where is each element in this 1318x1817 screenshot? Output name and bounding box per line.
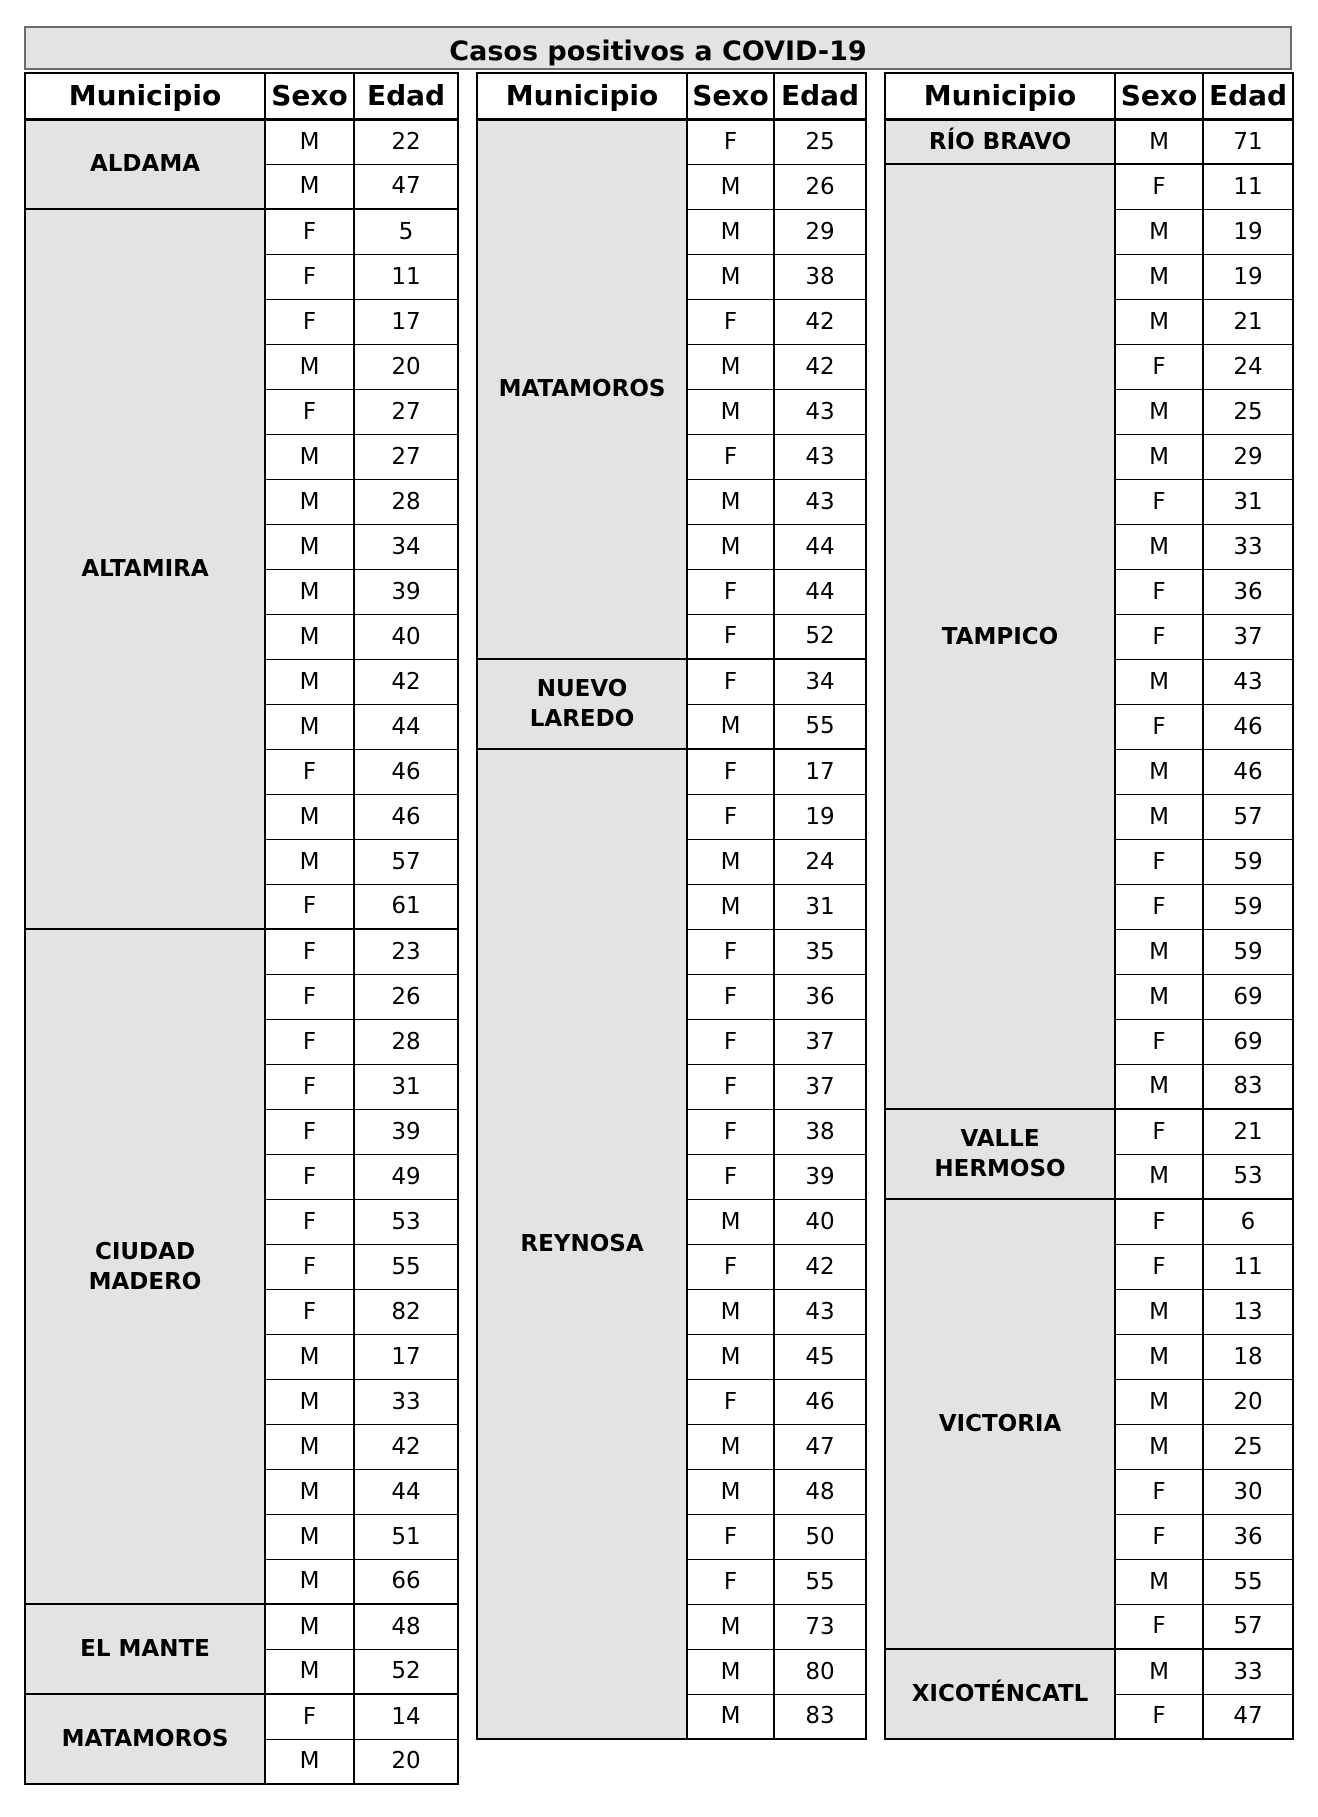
sexo-cell: M bbox=[687, 389, 774, 434]
edad-cell: 43 bbox=[774, 389, 866, 434]
municipio-cell: ALDAMA bbox=[25, 119, 265, 209]
municipio-cell: MATAMOROS bbox=[25, 1694, 265, 1784]
edad-cell: 52 bbox=[354, 1649, 458, 1694]
edad-cell: 11 bbox=[1203, 1244, 1293, 1289]
edad-cell: 43 bbox=[774, 479, 866, 524]
edad-cell: 69 bbox=[1203, 1019, 1293, 1064]
edad-cell: 46 bbox=[1203, 749, 1293, 794]
edad-cell: 48 bbox=[774, 1469, 866, 1514]
edad-cell: 19 bbox=[1203, 209, 1293, 254]
edad-cell: 23 bbox=[354, 929, 458, 974]
municipio-cell: XICOTÉNCATL bbox=[885, 1649, 1115, 1739]
sexo-cell: F bbox=[265, 1019, 354, 1064]
sexo-cell: M bbox=[687, 1289, 774, 1334]
cases-table-body bbox=[25, 119, 458, 1784]
header-sexo: Sexo bbox=[687, 73, 774, 119]
sexo-cell: F bbox=[687, 1064, 774, 1109]
edad-cell: 39 bbox=[354, 569, 458, 614]
edad-cell: 34 bbox=[774, 659, 866, 704]
sexo-cell: M bbox=[687, 344, 774, 389]
edad-cell: 43 bbox=[774, 1289, 866, 1334]
sexo-cell: M bbox=[687, 704, 774, 749]
sexo-cell: F bbox=[265, 1694, 354, 1739]
edad-cell: 83 bbox=[774, 1694, 866, 1739]
municipio-cell: NUEVO LAREDO bbox=[477, 659, 687, 749]
edad-cell: 20 bbox=[1203, 1379, 1293, 1424]
edad-cell: 31 bbox=[1203, 479, 1293, 524]
municipio-cell: TAMPICO bbox=[885, 164, 1115, 1109]
edad-cell: 47 bbox=[354, 164, 458, 209]
edad-cell: 44 bbox=[774, 569, 866, 614]
sexo-cell: M bbox=[265, 1559, 354, 1604]
edad-cell: 21 bbox=[1203, 299, 1293, 344]
sexo-cell: M bbox=[265, 434, 354, 479]
sexo-cell: M bbox=[1115, 974, 1203, 1019]
edad-cell: 57 bbox=[1203, 794, 1293, 839]
sexo-cell: F bbox=[1115, 1199, 1203, 1244]
sexo-cell: F bbox=[687, 1154, 774, 1199]
edad-cell: 37 bbox=[1203, 614, 1293, 659]
municipio-cell: EL MANTE bbox=[25, 1604, 265, 1694]
sexo-cell: M bbox=[265, 1334, 354, 1379]
edad-cell: 37 bbox=[774, 1064, 866, 1109]
edad-cell: 44 bbox=[354, 704, 458, 749]
edad-cell: 73 bbox=[774, 1604, 866, 1649]
edad-cell: 30 bbox=[1203, 1469, 1293, 1514]
sexo-cell: M bbox=[687, 839, 774, 884]
header-municipio: Municipio bbox=[25, 73, 265, 119]
sexo-cell: F bbox=[265, 1109, 354, 1154]
edad-cell: 39 bbox=[774, 1154, 866, 1199]
sexo-cell: M bbox=[1115, 1289, 1203, 1334]
edad-cell: 28 bbox=[354, 479, 458, 524]
sexo-cell: M bbox=[265, 1469, 354, 1514]
edad-cell: 39 bbox=[354, 1109, 458, 1154]
edad-cell: 40 bbox=[354, 614, 458, 659]
edad-cell: 55 bbox=[774, 704, 866, 749]
edad-cell: 22 bbox=[354, 119, 458, 164]
sexo-cell: M bbox=[1115, 1424, 1203, 1469]
sexo-cell: F bbox=[687, 794, 774, 839]
table-row bbox=[25, 209, 458, 254]
sexo-cell: F bbox=[1115, 1109, 1203, 1154]
sexo-cell: F bbox=[1115, 704, 1203, 749]
sexo-cell: F bbox=[265, 1199, 354, 1244]
sexo-cell: F bbox=[1115, 1019, 1203, 1064]
table-row bbox=[885, 1199, 1293, 1244]
edad-cell: 37 bbox=[774, 1019, 866, 1064]
sexo-cell: F bbox=[265, 1154, 354, 1199]
sexo-cell: M bbox=[1115, 1334, 1203, 1379]
sexo-cell: M bbox=[687, 1469, 774, 1514]
sexo-cell: F bbox=[1115, 839, 1203, 884]
sexo-cell: M bbox=[265, 479, 354, 524]
sexo-cell: M bbox=[687, 1649, 774, 1694]
sexo-cell: F bbox=[1115, 884, 1203, 929]
edad-cell: 55 bbox=[774, 1559, 866, 1604]
sexo-cell: F bbox=[265, 884, 354, 929]
edad-cell: 13 bbox=[1203, 1289, 1293, 1334]
edad-cell: 25 bbox=[1203, 389, 1293, 434]
sexo-cell: M bbox=[265, 524, 354, 569]
table-row bbox=[885, 119, 1293, 164]
edad-cell: 25 bbox=[1203, 1424, 1293, 1469]
edad-cell: 18 bbox=[1203, 1334, 1293, 1379]
municipio-cell: MATAMOROS bbox=[477, 119, 687, 659]
edad-cell: 46 bbox=[1203, 704, 1293, 749]
sexo-cell: F bbox=[265, 1244, 354, 1289]
sexo-cell: M bbox=[265, 614, 354, 659]
sexo-cell: F bbox=[1115, 614, 1203, 659]
edad-cell: 19 bbox=[1203, 254, 1293, 299]
sexo-cell: M bbox=[1115, 1559, 1203, 1604]
edad-cell: 36 bbox=[774, 974, 866, 1019]
edad-cell: 43 bbox=[1203, 659, 1293, 704]
cases-table-column-3 bbox=[884, 72, 1294, 1740]
sexo-cell: M bbox=[1115, 794, 1203, 839]
sexo-cell: M bbox=[265, 704, 354, 749]
edad-cell: 46 bbox=[354, 794, 458, 839]
sexo-cell: M bbox=[1115, 389, 1203, 434]
edad-cell: 38 bbox=[774, 254, 866, 299]
edad-cell: 69 bbox=[1203, 974, 1293, 1019]
sexo-cell: F bbox=[687, 1379, 774, 1424]
edad-cell: 33 bbox=[1203, 1649, 1293, 1694]
edad-cell: 38 bbox=[774, 1109, 866, 1154]
sexo-cell: M bbox=[1115, 1154, 1203, 1199]
sexo-cell: F bbox=[1115, 479, 1203, 524]
sexo-cell: F bbox=[265, 209, 354, 254]
sexo-cell: M bbox=[1115, 254, 1203, 299]
edad-cell: 82 bbox=[354, 1289, 458, 1334]
sexo-cell: F bbox=[265, 1064, 354, 1109]
sexo-cell: F bbox=[687, 614, 774, 659]
municipio-cell: VICTORIA bbox=[885, 1199, 1115, 1649]
table-row bbox=[477, 659, 866, 704]
edad-cell: 43 bbox=[774, 434, 866, 479]
sexo-cell: F bbox=[265, 389, 354, 434]
sexo-cell: F bbox=[265, 929, 354, 974]
edad-cell: 40 bbox=[774, 1199, 866, 1244]
sexo-cell: M bbox=[265, 164, 354, 209]
municipio-cell: CIUDAD MADERO bbox=[25, 929, 265, 1604]
sexo-cell: F bbox=[687, 1244, 774, 1289]
sexo-cell: M bbox=[265, 344, 354, 389]
header-edad: Edad bbox=[774, 73, 866, 119]
edad-cell: 11 bbox=[354, 254, 458, 299]
sexo-cell: M bbox=[265, 1739, 354, 1784]
table-row bbox=[477, 749, 866, 794]
edad-cell: 36 bbox=[1203, 569, 1293, 614]
edad-cell: 20 bbox=[354, 1739, 458, 1784]
edad-cell: 21 bbox=[1203, 1109, 1293, 1154]
sexo-cell: F bbox=[1115, 1244, 1203, 1289]
sexo-cell: F bbox=[687, 659, 774, 704]
sexo-cell: M bbox=[687, 254, 774, 299]
edad-cell: 59 bbox=[1203, 839, 1293, 884]
sexo-cell: F bbox=[1115, 1604, 1203, 1649]
sexo-cell: M bbox=[1115, 749, 1203, 794]
sexo-cell: M bbox=[265, 839, 354, 884]
sexo-cell: M bbox=[687, 1424, 774, 1469]
edad-cell: 33 bbox=[1203, 524, 1293, 569]
edad-cell: 25 bbox=[774, 119, 866, 164]
sexo-cell: F bbox=[1115, 1514, 1203, 1559]
edad-cell: 47 bbox=[1203, 1694, 1293, 1739]
edad-cell: 55 bbox=[1203, 1559, 1293, 1604]
sexo-cell: M bbox=[1115, 929, 1203, 974]
sexo-cell: M bbox=[265, 119, 354, 164]
page-title: Casos positivos a COVID-19 bbox=[24, 26, 1292, 70]
edad-cell: 6 bbox=[1203, 1199, 1293, 1244]
edad-cell: 26 bbox=[774, 164, 866, 209]
sexo-cell: M bbox=[687, 884, 774, 929]
edad-cell: 49 bbox=[354, 1154, 458, 1199]
edad-cell: 24 bbox=[1203, 344, 1293, 389]
edad-cell: 47 bbox=[774, 1424, 866, 1469]
edad-cell: 59 bbox=[1203, 884, 1293, 929]
edad-cell: 59 bbox=[1203, 929, 1293, 974]
edad-cell: 83 bbox=[1203, 1064, 1293, 1109]
table-row bbox=[25, 1694, 458, 1739]
edad-cell: 5 bbox=[354, 209, 458, 254]
sexo-cell: M bbox=[687, 1199, 774, 1244]
edad-cell: 36 bbox=[1203, 1514, 1293, 1559]
edad-cell: 34 bbox=[354, 524, 458, 569]
edad-cell: 50 bbox=[774, 1514, 866, 1559]
sexo-cell: M bbox=[687, 524, 774, 569]
edad-cell: 27 bbox=[354, 389, 458, 434]
header-municipio: Municipio bbox=[477, 73, 687, 119]
sexo-cell: M bbox=[687, 209, 774, 254]
edad-cell: 57 bbox=[354, 839, 458, 884]
sexo-cell: F bbox=[1115, 569, 1203, 614]
edad-cell: 31 bbox=[354, 1064, 458, 1109]
edad-cell: 80 bbox=[774, 1649, 866, 1694]
edad-cell: 31 bbox=[774, 884, 866, 929]
edad-cell: 19 bbox=[774, 794, 866, 839]
sexo-cell: F bbox=[265, 299, 354, 344]
sexo-cell: M bbox=[1115, 1649, 1203, 1694]
sexo-cell: M bbox=[1115, 524, 1203, 569]
sexo-cell: F bbox=[687, 1514, 774, 1559]
cases-table-body bbox=[885, 119, 1293, 1739]
sexo-cell: F bbox=[1115, 164, 1203, 209]
edad-cell: 17 bbox=[354, 1334, 458, 1379]
sexo-cell: M bbox=[1115, 299, 1203, 344]
sexo-cell: M bbox=[265, 794, 354, 839]
sexo-cell: F bbox=[265, 974, 354, 1019]
edad-cell: 57 bbox=[1203, 1604, 1293, 1649]
sexo-cell: M bbox=[265, 1424, 354, 1469]
sexo-cell: F bbox=[1115, 344, 1203, 389]
header-municipio: Municipio bbox=[885, 73, 1115, 119]
municipio-cell: REYNOSA bbox=[477, 749, 687, 1739]
sexo-cell: F bbox=[687, 434, 774, 479]
edad-cell: 27 bbox=[354, 434, 458, 479]
sexo-cell: F bbox=[687, 1019, 774, 1064]
sexo-cell: M bbox=[265, 569, 354, 614]
edad-cell: 42 bbox=[354, 659, 458, 704]
edad-cell: 61 bbox=[354, 884, 458, 929]
municipio-cell: ALTAMIRA bbox=[25, 209, 265, 929]
table-row bbox=[885, 1109, 1293, 1154]
table-row bbox=[885, 1649, 1293, 1694]
sexo-cell: F bbox=[687, 749, 774, 794]
edad-cell: 24 bbox=[774, 839, 866, 884]
cases-table-body bbox=[477, 119, 866, 1739]
edad-cell: 44 bbox=[774, 524, 866, 569]
edad-cell: 29 bbox=[1203, 434, 1293, 479]
sexo-cell: F bbox=[265, 749, 354, 794]
sexo-cell: M bbox=[265, 1649, 354, 1694]
sexo-cell: F bbox=[265, 254, 354, 299]
sexo-cell: M bbox=[265, 1604, 354, 1649]
table-row bbox=[25, 929, 458, 974]
edad-cell: 14 bbox=[354, 1694, 458, 1739]
table-row bbox=[477, 119, 866, 164]
sexo-cell: M bbox=[265, 659, 354, 704]
sexo-cell: M bbox=[687, 1604, 774, 1649]
sexo-cell: F bbox=[687, 1559, 774, 1604]
edad-cell: 44 bbox=[354, 1469, 458, 1514]
sexo-cell: F bbox=[687, 119, 774, 164]
cases-table-column-1 bbox=[24, 72, 459, 1785]
sexo-cell: F bbox=[687, 569, 774, 614]
sexo-cell: M bbox=[1115, 119, 1203, 164]
edad-cell: 28 bbox=[354, 1019, 458, 1064]
municipio-cell: VALLE HERMOSO bbox=[885, 1109, 1115, 1199]
edad-cell: 53 bbox=[1203, 1154, 1293, 1199]
edad-cell: 42 bbox=[354, 1424, 458, 1469]
sexo-cell: M bbox=[265, 1379, 354, 1424]
edad-cell: 46 bbox=[354, 749, 458, 794]
edad-cell: 35 bbox=[774, 929, 866, 974]
edad-cell: 46 bbox=[774, 1379, 866, 1424]
edad-cell: 42 bbox=[774, 1244, 866, 1289]
edad-cell: 29 bbox=[774, 209, 866, 254]
edad-cell: 11 bbox=[1203, 164, 1293, 209]
header-edad: Edad bbox=[354, 73, 458, 119]
sexo-cell: M bbox=[1115, 209, 1203, 254]
edad-cell: 42 bbox=[774, 344, 866, 389]
edad-cell: 52 bbox=[774, 614, 866, 659]
edad-cell: 17 bbox=[354, 299, 458, 344]
sexo-cell: F bbox=[687, 929, 774, 974]
sexo-cell: M bbox=[1115, 1379, 1203, 1424]
sexo-cell: F bbox=[1115, 1694, 1203, 1739]
header-edad: Edad bbox=[1203, 73, 1293, 119]
edad-cell: 48 bbox=[354, 1604, 458, 1649]
edad-cell: 26 bbox=[354, 974, 458, 1019]
header-sexo: Sexo bbox=[1115, 73, 1203, 119]
municipio-cell: RÍO BRAVO bbox=[885, 119, 1115, 164]
edad-cell: 66 bbox=[354, 1559, 458, 1604]
sexo-cell: M bbox=[687, 1334, 774, 1379]
edad-cell: 53 bbox=[354, 1199, 458, 1244]
table-row bbox=[885, 164, 1293, 209]
edad-cell: 55 bbox=[354, 1244, 458, 1289]
edad-cell: 45 bbox=[774, 1334, 866, 1379]
sexo-cell: M bbox=[687, 479, 774, 524]
edad-cell: 17 bbox=[774, 749, 866, 794]
sexo-cell: F bbox=[687, 299, 774, 344]
sexo-cell: F bbox=[687, 974, 774, 1019]
header-sexo: Sexo bbox=[265, 73, 354, 119]
edad-cell: 33 bbox=[354, 1379, 458, 1424]
table-row bbox=[25, 119, 458, 164]
sexo-cell: M bbox=[1115, 1064, 1203, 1109]
sexo-cell: M bbox=[265, 1514, 354, 1559]
sexo-cell: F bbox=[687, 1109, 774, 1154]
edad-cell: 42 bbox=[774, 299, 866, 344]
sexo-cell: F bbox=[1115, 1469, 1203, 1514]
sexo-cell: M bbox=[687, 164, 774, 209]
edad-cell: 51 bbox=[354, 1514, 458, 1559]
sexo-cell: F bbox=[265, 1289, 354, 1334]
edad-cell: 20 bbox=[354, 344, 458, 389]
sexo-cell: M bbox=[1115, 434, 1203, 479]
cases-table-column-2 bbox=[476, 72, 867, 1740]
edad-cell: 71 bbox=[1203, 119, 1293, 164]
sexo-cell: M bbox=[1115, 659, 1203, 704]
table-row bbox=[25, 1604, 458, 1649]
sexo-cell: M bbox=[687, 1694, 774, 1739]
